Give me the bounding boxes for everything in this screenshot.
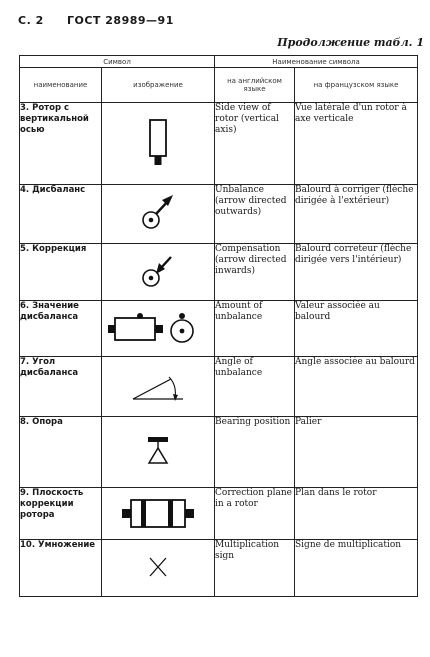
row-name: 7. Угол дисбаланса (20, 357, 102, 417)
row-name: 3. Ротор с вертикальной осью (20, 103, 102, 185)
header-image: изображение (102, 68, 215, 103)
row-name: 6. Значение дисбаланса (20, 301, 102, 357)
table-row (20, 540, 418, 597)
bearing-icon (143, 432, 173, 472)
page-header (12, 8, 418, 28)
unbalance-angle-icon (123, 367, 193, 407)
symbols-table (19, 55, 418, 597)
row-french: Balourd à corriger (flèche dirigée à l'extérieur) (295, 185, 418, 244)
header-name: наименование (20, 68, 102, 103)
unbalance-amount-icon (106, 309, 211, 349)
table-row (20, 244, 418, 301)
row-name: 8. Опора (20, 417, 102, 488)
row-english: Amount of unbalance (215, 301, 295, 357)
row-english: Unbalance (arrow directed outwards) (215, 185, 295, 244)
row-name: 10. Умножение (20, 540, 102, 597)
row-name: 9. Плоскость коррекции ротора (20, 488, 102, 540)
row-french: Plan dans le rotor (295, 488, 418, 540)
table-row (20, 488, 418, 540)
row-french: Angle associée au balourd (295, 357, 418, 417)
standard-code: ГОСТ 28989—91 (67, 14, 174, 27)
row-english: Compensation (arrow directed inwards) (215, 244, 295, 301)
header-french: на французском языке (295, 68, 418, 103)
header-symbol-name: Наименование символа (215, 56, 418, 68)
table-row (20, 301, 418, 357)
page-number: С. 2 (18, 14, 44, 27)
multiplication-icon (138, 550, 178, 586)
table-row (20, 185, 418, 244)
unbalance-outward-arrow-icon (133, 190, 183, 238)
header-symbol: Символ (20, 56, 215, 68)
row-english: Side view of rotor (vertical axis) (215, 103, 295, 185)
row-english: Multiplication sign (215, 540, 295, 597)
row-english: Bearing position (215, 417, 295, 488)
table-row (20, 103, 418, 185)
row-name: 5. Коррекция (20, 244, 102, 301)
table-continuation-label: Продолжение табл. 1 (277, 36, 424, 49)
row-french: Valeur associée au balourd (295, 301, 418, 357)
header-english: на английском языке (215, 68, 295, 103)
correction-plane-icon (116, 496, 201, 532)
correction-inward-arrow-icon (133, 248, 183, 296)
row-name: 4. Дисбаланс (20, 185, 102, 244)
row-english: Angle of unbalance (215, 357, 295, 417)
vertical-rotor-icon (138, 114, 178, 174)
row-french: Balourd correteur (flèche dirigée vers l'intérieur) (295, 244, 418, 301)
row-french: Vue latérale d'un rotor à axe verticale (295, 103, 418, 185)
table-row (20, 357, 418, 417)
table-row (20, 417, 418, 488)
row-french: Signe de multiplication (295, 540, 418, 597)
row-french: Palier (295, 417, 418, 488)
row-english: Correction plane in a rotor (215, 488, 295, 540)
